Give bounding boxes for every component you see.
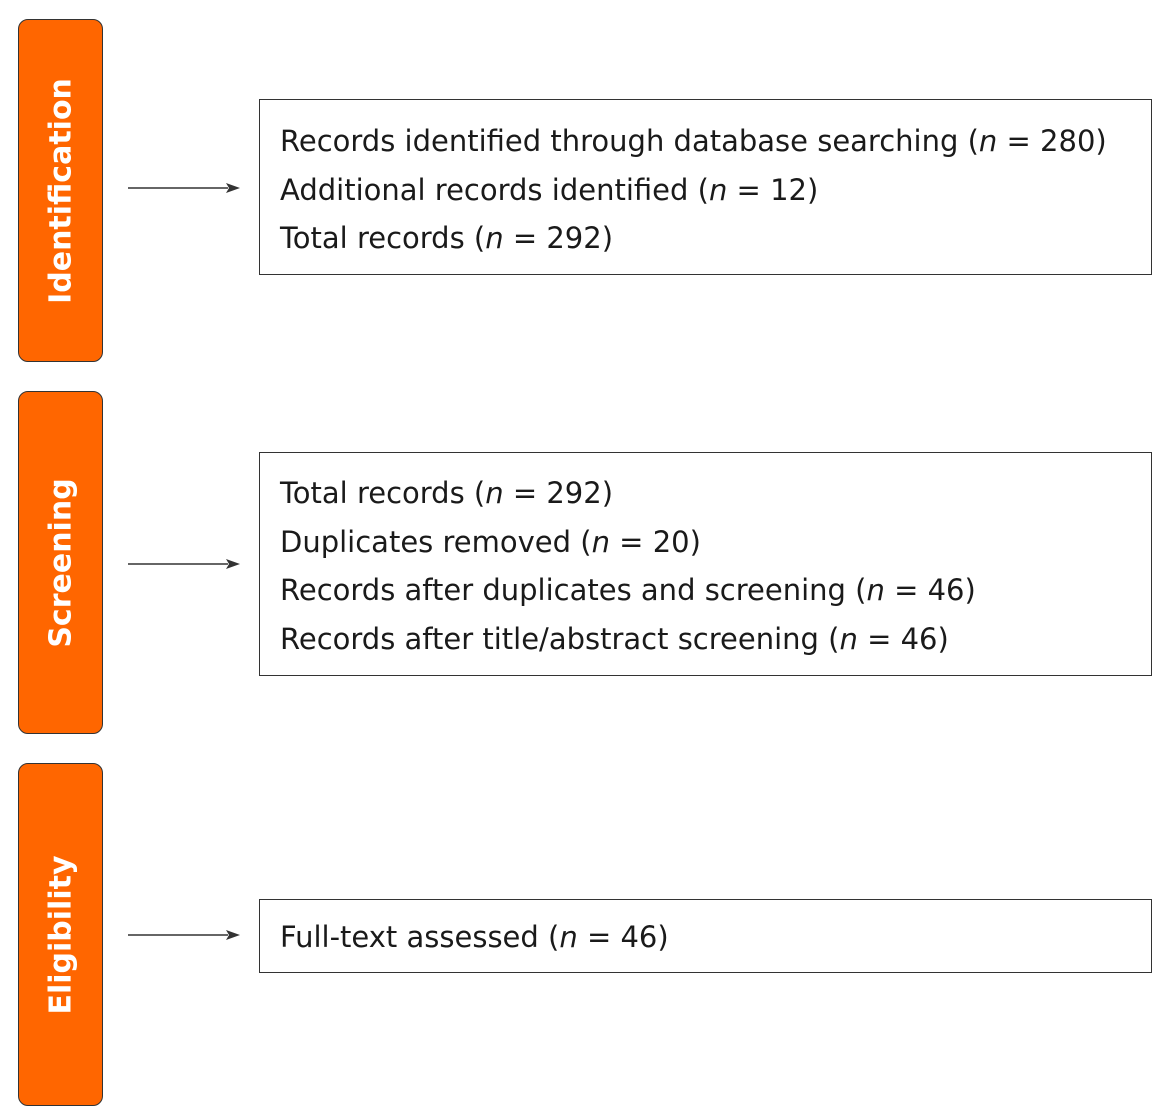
- identification-box: [259, 99, 1152, 275]
- arrow-eligibility: [128, 928, 240, 942]
- stage-label: Eligibility: [43, 854, 78, 1015]
- full-text-assessed-line: Full-text assessed (n = 46): [280, 920, 669, 954]
- arrow-screening: [128, 557, 240, 571]
- records-after-abstract-line: Records after title/abstract screening (n = 46): [280, 621, 949, 656]
- records-additional-line: Additional records identified (n = 12): [280, 172, 819, 207]
- total-records-line: Total records (n = 292): [280, 476, 614, 510]
- stage-identification: [18, 19, 103, 362]
- records-total-line: Total records (n = 292): [280, 221, 614, 255]
- screening-box: [259, 452, 1152, 676]
- duplicates-removed-line: Duplicates removed (n = 20): [280, 524, 701, 559]
- stage-label: Identification: [43, 77, 78, 304]
- stage-screening: [18, 391, 103, 734]
- arrow-identification: [128, 181, 240, 195]
- stage-label: Screening: [43, 477, 78, 648]
- records-after-duplicates-line: Records after duplicates and screening (n = 46): [280, 573, 976, 607]
- stage-eligibility: [18, 763, 103, 1106]
- records-database-line: Records identified through database searching (n = 280): [280, 124, 1107, 158]
- eligibility-box: [259, 899, 1152, 973]
